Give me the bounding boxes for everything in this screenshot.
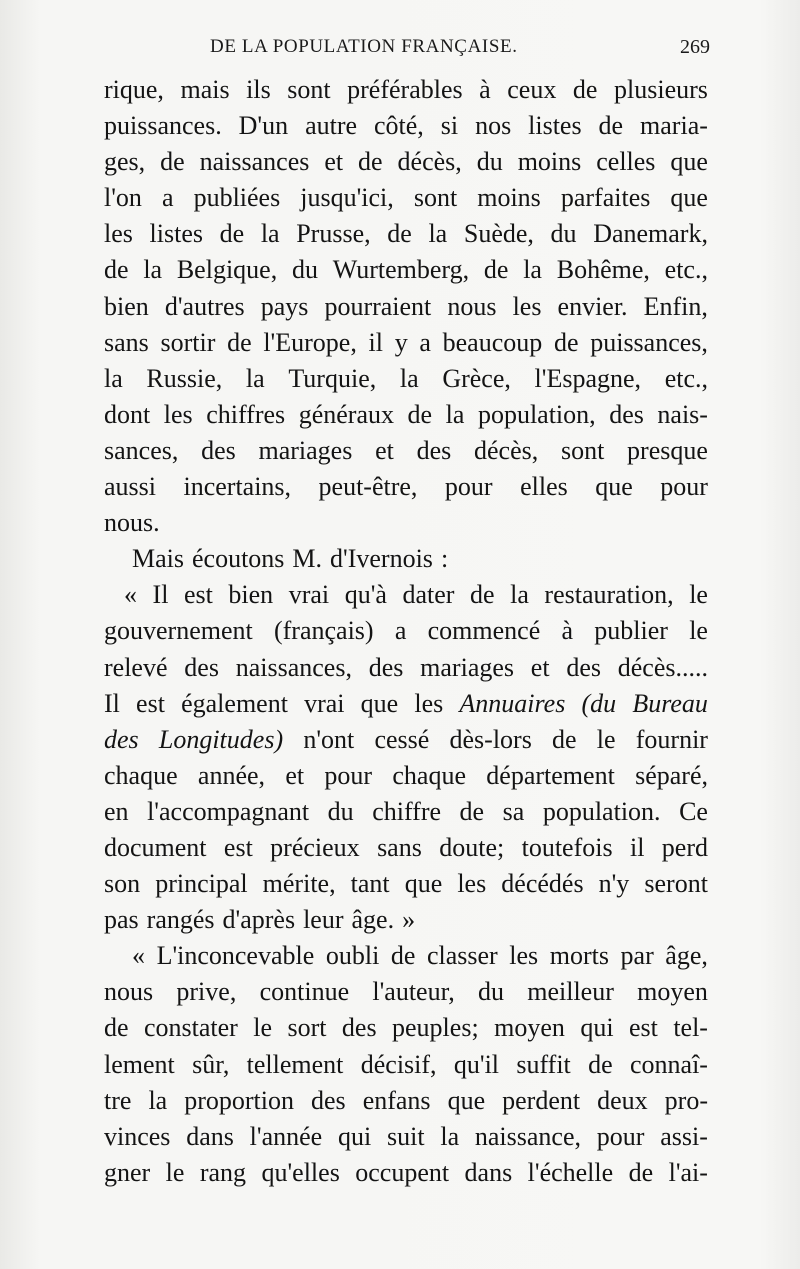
text-line: lement sûr, tellement décisif, qu'il suffit de connaî-	[104, 1049, 708, 1079]
text-line: ges, de naissances et de décès, du moins celles que	[104, 147, 708, 177]
running-title: DE LA POPULATION FRANÇAISE.	[210, 36, 518, 57]
text-line: chaque année, et pour chaque département séparé,	[104, 760, 708, 790]
text-line: dont les chiffres généraux de la population, des nais-	[104, 399, 708, 429]
text-line: son principal mérite, tant que les décédés n'y seront	[104, 869, 708, 899]
text-line: l'on a publiées jusqu'ici, sont moins parfaites que	[104, 183, 708, 213]
text-line: rique, mais ils sont préférables à ceux de plusieurs	[104, 75, 708, 104]
body-text	[104, 72, 708, 1191]
text-line: aussi incertains, peut-être, pour elles que pour	[104, 472, 708, 502]
text-line: les listes de la Prusse, de la Suède, du Danemark,	[104, 219, 708, 249]
text-line: « Il est bien vrai qu'à dater de la restauration, le	[124, 580, 708, 610]
text-line: de la Belgique, du Wurtemberg, de la Bohême, etc.,	[104, 255, 708, 285]
text-line: Il est également vrai que les Annuaires (du Bureau	[104, 688, 708, 718]
text-line: sans sortir de l'Europe, il y a beaucoup de puissances,	[104, 327, 708, 357]
text-line: gouvernement (français) a commencé à publier le	[104, 616, 708, 646]
text-line: relevé des naissances, des mariages et des décès.....	[104, 652, 708, 682]
text-line: « L'inconcevable oubli de classer les morts par âge,	[132, 941, 708, 971]
text-line: puissances. D'un autre côté, si nos listes de maria-	[104, 111, 708, 141]
text-line: document est précieux sans doute; toutefois il perd	[104, 832, 708, 862]
text-line: tre la proportion des enfans que perdent deux pro-	[104, 1085, 708, 1115]
text-line: vinces dans l'année qui suit la naissance, pour assi-	[104, 1121, 708, 1151]
text-line: bien d'autres pays pourraient nous les envier. Enfin,	[104, 291, 708, 321]
text-line: gner le rang qu'elles occupent dans l'échelle de l'ai-	[104, 1157, 708, 1187]
text-line: la Russie, la Turquie, la Grèce, l'Espagne, etc.,	[104, 363, 708, 393]
text-line: de constater le sort des peuples; moyen qui est tel-	[104, 1013, 708, 1043]
text-line: en l'accompagnant du chiffre de sa population. Ce	[104, 796, 708, 826]
page-header	[106, 36, 710, 66]
text-line: nous prive, continue l'auteur, du meilleur moyen	[104, 977, 708, 1007]
page-number: 269	[680, 36, 710, 58]
text-line: sances, des mariages et des décès, sont presque	[104, 435, 708, 465]
text-line: Mais écoutons M. d'Ivernois :	[132, 544, 449, 574]
text-line: nous.	[104, 508, 160, 538]
text-line: des Longitudes) n'ont cessé dès-lors de le fournir	[104, 724, 708, 754]
text-line: pas rangés d'après leur âge. »	[104, 905, 416, 935]
